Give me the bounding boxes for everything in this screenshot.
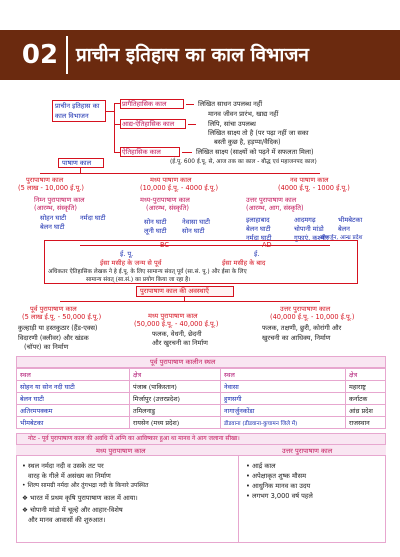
era-bc: BC [160, 241, 170, 249]
bottom-right-point-2: • अपेक्षाकृत शुष्क मौसम [246, 472, 307, 480]
table-cell: राजस्थान [346, 417, 386, 429]
era-note-1: अधिकतर ऐतिहासिक लेखक ने हे ई.पू. के लिए सामान्य संवत् पूर्व (सा.सं. पू.) और ईसा के लिए [48, 269, 247, 275]
chapter-title: प्राचीन इतिहास का काल विभाजन [76, 44, 309, 66]
stage-2-name: मध्य पुरापाषाण काल [148, 312, 198, 320]
tree-root-line1: प्राचीन इतिहास का [55, 102, 100, 110]
period-3-name: नव पाषाण काल [290, 176, 329, 184]
stage-3-point-2: खुरचनी का आधिक्य, निर्माण [262, 334, 331, 342]
table-cell: नेवासा [221, 381, 346, 393]
table-cell: कर्नाटक [346, 393, 386, 405]
chip-7: सोन घाटी [182, 227, 205, 235]
sites-title: पूर्व पुरापाषाण कालीन स्थल [150, 358, 216, 366]
chip-15: भीमबेटका [338, 216, 363, 224]
table-cell: नागार्जुनकोंडा [221, 405, 346, 417]
table-cell: पंजाब (पाकिस्तान) [130, 381, 221, 393]
period-2-name: मध्य पाषाण काल [150, 176, 192, 184]
sub-2-desc: (आरम्भ, संस्कृति) [146, 204, 189, 212]
sites-note: नोट - पूर्व पुरापाषाण काल की अवधि में अग्नि का आविष्कार हुआ था मानव ने आग जलाना सीखा। [28, 435, 240, 442]
chip-12: चोपानी मांडो [294, 225, 324, 233]
chip-16: नागार्जुन, आन्ध्र प्रदेश [320, 235, 363, 241]
era-right-label: ईसा मसीह के बाद [222, 259, 266, 267]
chip-1: सोहन घाटी [40, 214, 67, 222]
sites-header-2: क्षेत्र [130, 369, 221, 381]
table-cell: महाराष्ट्र [346, 381, 386, 393]
tree-root-line2: काल विभाजन [55, 112, 89, 120]
bottom-left-point-6: और मानव आवासों की शुरुआत। [28, 516, 106, 524]
bottom-left-point-2: वारह के गीले में असंख्य का निर्माण [28, 472, 111, 480]
sub-1-desc: (आरम्भ, संस्कृति) [34, 204, 77, 212]
period-1-range: (5 लाख - 10,000 ई.पू.) [18, 184, 84, 192]
chip-8: इलाहाबाद [246, 216, 270, 224]
bottom-left-point-3: • शिल्प सामग्री नर्मदा और तुंगभद्रा नदी के किनारे उपस्थित [22, 482, 149, 489]
chip-3: नर्मदा घाटी [80, 214, 106, 222]
era-left-abbr: ई. पू. [120, 250, 134, 258]
table-cell: सोहन या सोन नदी घाटी [17, 381, 130, 393]
bottom-left-point-5: ❖ चोपानी मांडो में चूल्हे और आहार-विशेष [22, 506, 123, 514]
chip-14: बेलन [338, 225, 350, 233]
chip-10: नर्मदा घाटी [246, 234, 272, 242]
era-ad: AD [262, 241, 272, 249]
tree-note-2: मानव जीवन प्रारंभ, खाद्य नहीं [208, 110, 279, 118]
table-cell: तमिलनाडु [130, 405, 221, 417]
chip-6: नेवासा घाटी [182, 218, 210, 226]
table-row [17, 405, 386, 417]
stage-1-point-3: (चॉपर) का निर्माण [24, 343, 69, 351]
bottom-right-point-4: • लगभग 3,000 वर्ष पहले [246, 492, 313, 500]
table-cell: रायसेन (मध्य प्रदेश) [130, 417, 221, 429]
branch-historic: ऐतिहासिक काल [122, 148, 161, 156]
stage-1-name: पूर्व पुरापाषाण काल [30, 305, 77, 313]
table-cell: अतिरमपक्कम [17, 405, 130, 417]
sub-2-name: मध्य-पुरापाषाण काल [140, 196, 190, 204]
stage-2-range: (50,000 ई.पू. - 40,000 ई.पू.) [134, 320, 219, 328]
stage-3-point-1: फलक, तक्षणी, छुरी, कोरांगी और [262, 324, 342, 332]
table-cell: डीडवाना (डीडवाना-कुचामन जिले में) [221, 417, 346, 429]
table-row [17, 381, 386, 393]
table-row [17, 393, 386, 405]
branch-prehistoric: प्रागैतिहासिक काल [122, 100, 167, 108]
tree-note-4: लिखित साक्ष्य तो है (पर पढ़ा नहीं जा सका [208, 129, 309, 137]
chip-2: बेलन घाटी [40, 223, 65, 231]
bottom-right-title: उत्तर पुरापाषाण काल [282, 447, 333, 455]
bottom-right-point-1: • आर्द्र काल [246, 462, 276, 470]
chip-11: आदमगढ़ [294, 216, 316, 224]
table-cell: हुणसगी [221, 393, 346, 405]
stage-2-point-1: फलक, वेधनी, छेदनी [152, 330, 202, 338]
stage-3-range: (40,000 ई.पू. - 10,000 ई.पू.) [270, 313, 355, 321]
bottom-left-point-1: • स्थल नर्मदा नदी व उसके तट पर [22, 462, 104, 470]
chapter-number: 02 [21, 40, 59, 70]
sites-header-1: स्थल [17, 369, 130, 381]
branch-protohistoric: आद्य-ऐतिहासिक काल [122, 120, 175, 128]
stone-age-title: पाषाण काल [62, 159, 92, 167]
era-right-abbr: ई. [254, 250, 260, 258]
table-cell: भीमबेटका [17, 417, 130, 429]
table-cell: बेलन घाटी [17, 393, 130, 405]
table-cell: मिर्जापुर (उत्तरप्रदेश) [130, 393, 221, 405]
tree-note-1: लिखित साधन उपलब्ध नहीं [198, 100, 263, 108]
stage-2-point-2: और खुरचनी का निर्माण [152, 339, 208, 347]
tree-note-6: लिखित साक्ष्य (साक्ष्यों को पढ़ने में सफलता मिला) [196, 148, 314, 156]
stage-1-point-2: विदारणी (क्लीवर) और खंडक [18, 334, 89, 342]
sub-3-desc: (आरम्भ, आग, संस्कृति) [246, 204, 304, 212]
stage-1-range: (5 लाख ई.पू. - 50,000 ई.पू.) [22, 313, 102, 321]
bottom-divider [238, 445, 239, 543]
chip-5: लूनी घाटी [144, 227, 167, 235]
chip-9: बेलन घाटी [246, 225, 271, 233]
bottom-left-title: मध्य पुरापाषाण काल [96, 447, 146, 455]
chapter-header [0, 30, 400, 80]
era-note-2: सामान्य संवत् (सा.सं.) का प्रयोग किया जा रहा है। [86, 277, 191, 283]
table-row [17, 417, 386, 429]
paleo-title: पुरापाषाण काल की अवस्थाएँ [140, 287, 209, 295]
sites-header-3: स्थल [221, 369, 346, 381]
chip-4: सोन घाटी [144, 218, 167, 226]
period-2-range: (10,000 ई.पू. - 4000 ई.पू.) [140, 184, 219, 192]
period-1-name: पुरापाषाण काल [26, 176, 64, 184]
stage-1-point-1: कुल्हाड़ी या हस्तकुठार (हैंड-एक्स) [18, 324, 98, 332]
sites-table [16, 368, 386, 429]
chip-13: गुफाएं, कश्मीर [294, 234, 329, 242]
sub-1-name: निम्न पुरापाषाण काल [34, 196, 85, 204]
era-left-label: ईसा मसीह के जन्म से पूर्व [100, 259, 162, 267]
stage-3-name: उत्तर पुरापाषाण काल [280, 305, 331, 313]
bottom-left-point-4: ❖ भारत में प्रथम कृषि पुरापाषाण काल में आया। [22, 494, 138, 502]
header-divider [66, 36, 68, 74]
table-cell: आंध्र प्रदेश [346, 405, 386, 417]
tree-note-7: (ई.पू. 600 ई.पू. से, आज तक का काल - बौद्ध एवं महाजनपद काल) [170, 159, 317, 165]
tree-note-5: बस्ती कुछ है, हड़प्पा/वैदिक) [214, 138, 281, 146]
sites-header-4: क्षेत्र [346, 369, 386, 381]
bottom-right-point-3: • आधुनिक मानव का उदय [246, 482, 311, 490]
tree-note-3: लिपि, सांचा उपलब्ध [208, 120, 256, 128]
period-3-range: (4000 ई.पू. - 1000 ई.पू.) [278, 184, 350, 192]
sub-3-name: उत्तर पुरापाषाण काल [246, 196, 297, 204]
